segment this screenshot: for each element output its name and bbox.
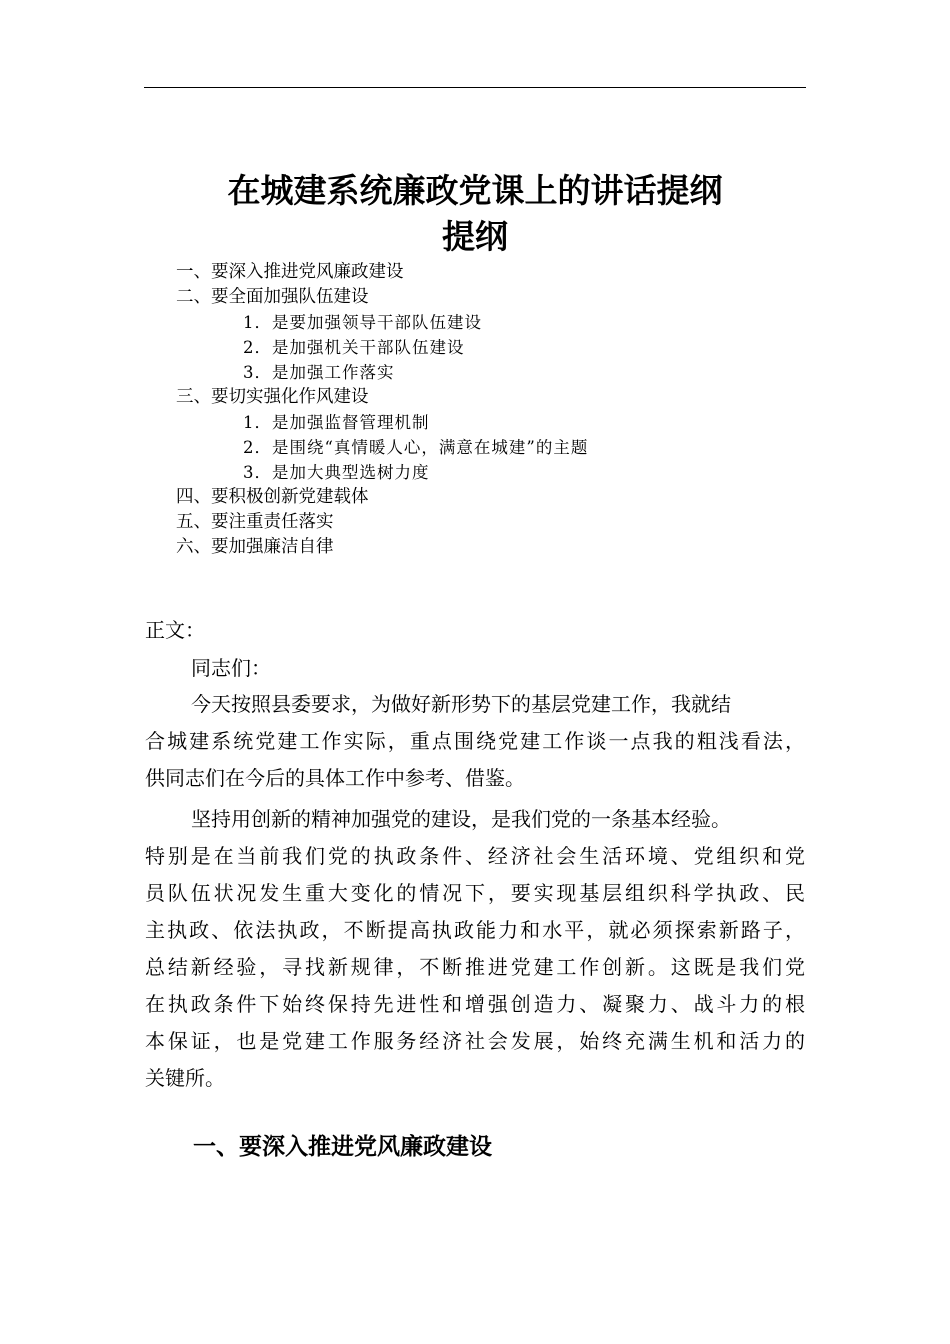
paragraph-line: 合城建系统党建工作实际，重点围绕党建工作谈一点我的粗浅看法， <box>145 729 805 753</box>
paragraph-line: 总结新经验，寻找新规律，不断推进党建工作创新。这既是我们党 <box>145 955 805 979</box>
paragraph-line: 本保证，也是党建工作服务经济社会发展，始终充满生机和活力的 <box>145 1029 805 1053</box>
paragraph-line: 员队伍状况发生重大变化的情况下，要实现基层组织科学执政、民 <box>145 881 805 905</box>
outline-item: 六、要加强廉洁自律 <box>176 537 334 557</box>
paragraph-line: 供同志们在今后的具体工作中参考、借鉴。 <box>145 766 525 790</box>
paragraph-line: 坚持用创新的精神加强党的建设，是我们党的一条基本经验。 <box>191 807 731 831</box>
header-rule <box>144 87 806 88</box>
paragraph-line: 特别是在当前我们党的执政条件、经济社会生活环境、党组织和党 <box>145 844 805 868</box>
outline-item: 五、要注重责任落实 <box>176 512 334 532</box>
outline-subitem: 1．是要加强领导干部队伍建设 <box>243 313 482 332</box>
paragraph-line: 今天按照县委要求，为做好新形势下的基层党建工作，我就结 <box>191 692 731 716</box>
document-subtitle: 提纲 <box>442 217 508 256</box>
outline-item: 一、要深入推进党风廉政建设 <box>176 262 404 282</box>
outline-subitem: 2．是加强机关干部队伍建设 <box>243 338 465 357</box>
salutation: 同志们： <box>191 656 271 680</box>
outline-item: 三、要切实强化作风建设 <box>176 387 369 407</box>
outline-subitem: 3．是加大典型选树力度 <box>243 463 430 482</box>
outline-subitem: 3．是加强工作落实 <box>243 363 395 382</box>
body-label: 正文： <box>145 618 205 642</box>
document-title: 在城建系统廉政党课上的讲话提纲 <box>227 171 723 210</box>
section-heading: 一、要深入推进党风廉政建设 <box>193 1134 492 1160</box>
paragraph-line: 在执政条件下始终保持先进性和增强创造力、凝聚力、战斗力的根 <box>145 992 805 1016</box>
outline-item: 四、要积极创新党建载体 <box>176 487 369 507</box>
outline-item: 二、要全面加强队伍建设 <box>176 287 369 307</box>
outline-subitem: 2．是围绕“真情暖人心，满意在城建”的主题 <box>243 438 589 457</box>
outline-subitem: 1．是加强监督管理机制 <box>243 413 430 432</box>
paragraph-line: 主执政、依法执政，不断提高执政能力和水平，就必须探索新路子， <box>145 918 805 942</box>
paragraph-line: 关键所。 <box>145 1066 225 1090</box>
